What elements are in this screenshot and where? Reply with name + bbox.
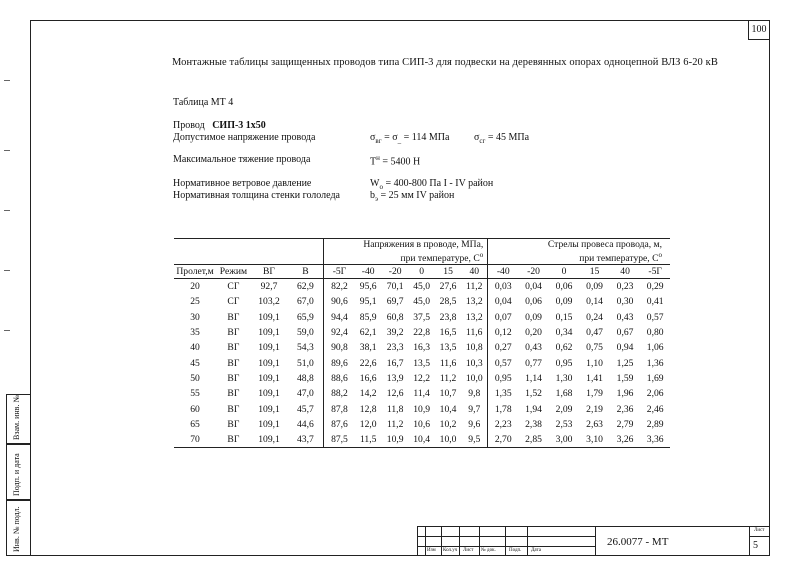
table-cell: 1,59 xyxy=(616,372,634,384)
sag-header-line-2-text: при температуре, С xyxy=(579,253,659,264)
table-cell: 11,4 xyxy=(413,388,430,400)
table-cell: 87,8 xyxy=(324,401,355,416)
sag-header-line-2: при температуре, $С^o$ xyxy=(579,250,662,264)
table-cell: 0,62 xyxy=(555,342,573,354)
table-cell: 94,4 xyxy=(324,310,355,325)
title-block-divider xyxy=(505,526,506,556)
table-cell: 2,36 xyxy=(616,403,634,415)
stamp-label: № док. xyxy=(481,548,496,553)
table-cell: 0,06 xyxy=(555,281,573,293)
sheet-corner-number: 100 xyxy=(748,20,770,40)
table-cell: 50 xyxy=(190,372,200,384)
table-cell: 22,8 xyxy=(413,327,431,339)
table-cell: 10,2 xyxy=(439,418,457,430)
table-cell: 10,9 xyxy=(382,432,408,448)
edge-mark xyxy=(4,80,10,81)
table-cell: 22,6 xyxy=(359,357,377,369)
table-cell: 70,1 xyxy=(386,281,404,293)
table-cell: 0,80 xyxy=(646,327,664,339)
table-cell: 13,2 xyxy=(465,311,483,323)
ice-value: $b_э = 25$ мм IV район xyxy=(370,190,455,203)
table-cell: 0,09 xyxy=(525,311,542,323)
stress-header-line-2-text: при температуре, С xyxy=(400,253,480,264)
wind-pressure-text: = 400-800 Па I - IV район xyxy=(385,178,494,189)
table-cell: 25 xyxy=(190,296,200,308)
col-temp: 0 xyxy=(408,265,434,279)
table-cell: 20 xyxy=(190,281,200,293)
col-v: В xyxy=(287,265,324,279)
table-cell: 89,6 xyxy=(324,355,355,370)
table-cell: ВГ xyxy=(227,342,240,354)
wind-pressure-value: $W_o = 400-800$ Па I - IV район xyxy=(370,178,494,191)
table-row xyxy=(174,310,670,325)
col-span: Пролет,м xyxy=(174,265,216,279)
edge-mark xyxy=(4,330,10,331)
table-cell: СГ xyxy=(227,296,240,308)
table-cell: ВГ xyxy=(227,311,240,323)
table-cell: 10,0 xyxy=(465,372,483,384)
table-row xyxy=(174,386,670,401)
table-cell: 9,5 xyxy=(461,432,487,448)
table-cell: 16,7 xyxy=(386,357,404,369)
table-cell: 0,23 xyxy=(616,281,634,293)
table-cell: 1,06 xyxy=(646,342,664,354)
table-header-row-1 xyxy=(174,239,670,265)
table-cell: 0,57 xyxy=(646,311,664,323)
title-block-divider xyxy=(479,526,480,556)
table-cell: 1,25 xyxy=(616,357,634,369)
table-cell: 16,3 xyxy=(413,342,431,354)
table-cell: ВГ xyxy=(227,388,240,400)
col-temp: -5Г xyxy=(324,265,355,279)
table-cell: 62,9 xyxy=(296,281,314,293)
table-cell: 43,7 xyxy=(287,432,324,448)
table-cell: 51,0 xyxy=(296,357,314,369)
stamp-label: Кол.уч xyxy=(443,548,458,553)
allowed-stress-text-2: = 45 МПа xyxy=(487,132,530,143)
table-cell: 1,41 xyxy=(586,372,603,384)
table-cell: 2,70 xyxy=(488,432,519,448)
ice-label: Нормативная толщина стенки гололеда xyxy=(173,190,340,201)
table-cell: 109,1 xyxy=(258,388,280,400)
document-code: 26.0077 - МТ xyxy=(607,536,669,548)
table-cell: 11,2 xyxy=(466,281,483,293)
table-cell: 0,20 xyxy=(525,327,542,339)
table-cell: 9,6 xyxy=(468,418,481,430)
header-blank xyxy=(174,239,324,265)
table-cell: 1,79 xyxy=(586,388,603,400)
col-temp: -40 xyxy=(354,265,381,279)
table-row xyxy=(174,417,670,432)
title-block-divider xyxy=(441,526,442,556)
table-cell: 109,1 xyxy=(258,372,280,384)
table-row xyxy=(174,432,670,448)
table-cell: 0,67 xyxy=(616,327,634,339)
wire-label xyxy=(173,120,266,131)
table-cell: 28,5 xyxy=(439,296,457,308)
table-cell: 39,2 xyxy=(386,327,404,339)
table-cell: 45,0 xyxy=(413,296,431,308)
table-cell: 30 xyxy=(190,311,200,323)
col-sag-temp: -20 xyxy=(518,265,549,279)
table-cell: 85,9 xyxy=(359,311,377,323)
side-label-inv-dup: Взам. инв. № xyxy=(12,394,21,440)
col-temp: -20 xyxy=(382,265,408,279)
table-cell: 10,4 xyxy=(408,432,434,448)
table-cell: 0,43 xyxy=(616,311,634,323)
table-cell: 1,68 xyxy=(555,388,573,400)
table-row xyxy=(174,371,670,386)
table-cell: 23,3 xyxy=(386,342,404,354)
side-label-sign-date: Подп. и дата xyxy=(12,453,21,496)
max-tension-label: Максимальное тяжение провода xyxy=(173,154,311,165)
table-cell: 10,3 xyxy=(465,357,483,369)
table-cell: 14,2 xyxy=(359,388,377,400)
stress-header-line-1: Напряжения в проводе, МПа, xyxy=(363,238,484,250)
table-cell: 1,96 xyxy=(616,388,634,400)
table-cell: 60 xyxy=(190,403,200,415)
table-cell: 109,1 xyxy=(258,342,280,354)
table-cell: 0,77 xyxy=(525,357,542,369)
sag-header xyxy=(488,239,670,265)
table-cell: 2,46 xyxy=(646,403,664,415)
side-label-inv-orig: Инв. № подл. xyxy=(12,506,21,552)
max-tension-value: $Т^н = 5400$ Н xyxy=(370,154,421,168)
table-cell: 45,7 xyxy=(296,403,314,415)
table-cell: 13,9 xyxy=(386,372,404,384)
stamp-label: Дата xyxy=(531,548,541,553)
table-cell: 16,5 xyxy=(439,327,457,339)
table-cell: 1,94 xyxy=(525,403,542,415)
table-cell: 0,04 xyxy=(488,294,519,309)
table-cell: 0,30 xyxy=(616,296,634,308)
table-cell: 3,10 xyxy=(579,432,610,448)
col-vg: ВГ xyxy=(251,265,288,279)
table-cell: 0,27 xyxy=(488,340,519,355)
wind-pressure-label: Нормативное ветровое давление xyxy=(173,178,312,189)
table-cell: 12,6 xyxy=(386,388,404,400)
table-cell: 92,4 xyxy=(324,325,355,340)
title-block-line xyxy=(417,536,595,537)
table-cell: ВГ xyxy=(227,327,240,339)
table-cell: 2,23 xyxy=(488,417,519,432)
table-cell: 23,8 xyxy=(439,311,457,323)
col-sag-temp: 40 xyxy=(610,265,641,279)
table-label: Таблица МТ 4 xyxy=(173,97,234,108)
table-cell: СГ xyxy=(227,281,240,293)
table-cell: 35 xyxy=(190,327,200,339)
table-cell: 12,8 xyxy=(359,403,377,415)
col-temp: 40 xyxy=(461,265,487,279)
table-cell: 0,41 xyxy=(646,296,664,308)
table-cell: ВГ xyxy=(227,372,240,384)
col-mode: Режим xyxy=(216,265,251,279)
table-cell: 2,09 xyxy=(555,403,573,415)
table-row xyxy=(174,340,670,355)
title-block-divider xyxy=(425,526,426,556)
table-cell: 0,12 xyxy=(488,325,519,340)
document-title: Монтажные таблицы защищенных проводов типа СИП-3 для подвески на деревянных опорах одноцепной ВЛЗ 6-20 кВ xyxy=(172,57,718,68)
table-cell: 0,94 xyxy=(616,342,634,354)
table-cell: 12,0 xyxy=(359,418,377,430)
table-cell: 3,36 xyxy=(640,432,670,448)
table-cell: 109,1 xyxy=(258,403,280,415)
stress-header-line-2: при температуре, $С^o$ xyxy=(400,250,484,264)
table-cell: 65,9 xyxy=(296,311,314,323)
col-sag-temp: 15 xyxy=(579,265,610,279)
table-cell: 1,30 xyxy=(555,372,573,384)
table-cell: 3,00 xyxy=(549,432,580,448)
table-cell: 10,4 xyxy=(439,403,457,415)
table-cell: 11,2 xyxy=(386,418,404,430)
title-block-line xyxy=(749,536,770,537)
wire-type: СИП-3 1х50 xyxy=(212,120,266,131)
edge-mark xyxy=(4,270,10,271)
table-cell: 69,7 xyxy=(386,296,404,308)
sag-header-line-1: Стрелы провеса провода, м, xyxy=(547,238,662,250)
stress-header xyxy=(324,239,488,265)
table-cell: 0,07 xyxy=(488,310,519,325)
table-cell: 1,69 xyxy=(646,372,664,384)
table-cell: 1,52 xyxy=(525,388,542,400)
table-cell: 11,5 xyxy=(354,432,381,448)
stamp-sheet-label: Лист xyxy=(754,528,765,533)
table-cell: 16,6 xyxy=(359,372,377,384)
table-cell: 65 xyxy=(190,418,200,430)
table-cell: 2,38 xyxy=(525,418,542,430)
table-cell: 95,6 xyxy=(359,281,377,293)
table-cell: 2,79 xyxy=(616,418,634,430)
allowed-stress-label: Допустимое напряжение провода xyxy=(173,132,316,143)
title-block-divider xyxy=(527,526,528,556)
table-cell: 109,1 xyxy=(258,418,280,430)
table-cell: 0,43 xyxy=(525,342,542,354)
table-cell: 10,7 xyxy=(439,388,457,400)
table-cell: 2,53 xyxy=(555,418,573,430)
title-block-divider xyxy=(595,526,596,556)
allowed-stress-value-2: $\sigma_{сг} = 45$ МПа xyxy=(474,132,530,145)
wire-label-text: Провод xyxy=(173,120,205,131)
ice-text: = 25 мм IV район xyxy=(380,190,455,201)
stamp-label: Изм xyxy=(427,548,436,553)
table-cell: 37,5 xyxy=(413,311,431,323)
table-cell: 1,14 xyxy=(525,372,542,384)
table-cell: 2,06 xyxy=(646,388,664,400)
table-cell: 13,5 xyxy=(439,342,457,354)
table-cell: 0,47 xyxy=(586,327,603,339)
table-row xyxy=(174,401,670,416)
table-cell: 59,0 xyxy=(296,327,314,339)
table-cell: 0,95 xyxy=(555,357,573,369)
table-cell: 9,7 xyxy=(468,403,481,415)
table-cell: 10,8 xyxy=(465,342,483,354)
table-cell: 0,95 xyxy=(488,371,519,386)
table-cell: 1,36 xyxy=(646,357,664,369)
table-cell: 11,8 xyxy=(386,403,404,415)
table-cell: 90,6 xyxy=(324,294,355,309)
table-cell: 40 xyxy=(190,342,200,354)
table-cell: ВГ xyxy=(227,403,240,415)
table-cell: 109,1 xyxy=(251,432,288,448)
table-cell: 2,19 xyxy=(586,403,603,415)
table-cell: 38,1 xyxy=(359,342,377,354)
table-cell: 13,2 xyxy=(465,296,483,308)
table-cell: 67,0 xyxy=(296,296,314,308)
table-cell: 109,1 xyxy=(258,357,280,369)
stamp-label: Подп. xyxy=(509,548,522,553)
table-cell: 0,09 xyxy=(555,296,573,308)
table-cell: 2,85 xyxy=(518,432,549,448)
col-sag-temp: 0 xyxy=(549,265,580,279)
table-cell: 62,1 xyxy=(359,327,377,339)
table-cell: 70 xyxy=(174,432,216,448)
table-cell: ВГ xyxy=(216,432,251,448)
table-cell: 0,15 xyxy=(555,311,573,323)
table-cell: 95,1 xyxy=(359,296,377,308)
table-cell: 0,03 xyxy=(488,279,519,295)
table-cell: 1,10 xyxy=(586,357,603,369)
allowed-stress-value-1: $\sigma_{вг} = \sigma_{\_} = 114$ МПа xyxy=(370,132,450,145)
edge-mark xyxy=(4,150,10,151)
table-cell: 11,2 xyxy=(439,372,457,384)
title-block xyxy=(417,526,770,556)
max-tension-text: = 5400 Н xyxy=(382,156,421,168)
table-cell: 0,06 xyxy=(525,296,542,308)
table-cell: 92,7 xyxy=(260,281,278,293)
table-cell: 3,26 xyxy=(610,432,641,448)
title-block-divider xyxy=(417,526,418,556)
table-cell: 88,2 xyxy=(324,386,355,401)
table-cell: 11,6 xyxy=(439,357,457,369)
table-cell: 82,2 xyxy=(324,279,355,295)
allowed-stress-text-1: = 114 МПа xyxy=(403,132,450,143)
table-cell: 0,14 xyxy=(586,296,603,308)
table-cell: 55 xyxy=(190,388,200,400)
table-cell: 0,29 xyxy=(646,281,664,293)
table-cell: 0,57 xyxy=(488,355,519,370)
col-temp: 15 xyxy=(435,265,461,279)
table-cell: 54,3 xyxy=(296,342,314,354)
table-cell: 109,1 xyxy=(258,311,280,323)
col-sag-temp: -40 xyxy=(488,265,519,279)
table-cell: 27,6 xyxy=(439,281,457,293)
table-cell: 88,6 xyxy=(324,371,355,386)
table-cell: 109,1 xyxy=(258,327,280,339)
table-cell: 9,8 xyxy=(468,388,481,400)
table-cell: 1,35 xyxy=(488,386,519,401)
table-row xyxy=(174,355,670,370)
table-cell: 87,5 xyxy=(324,432,355,448)
edge-mark xyxy=(4,210,10,211)
title-block-divider xyxy=(749,526,750,556)
table-cell: ВГ xyxy=(227,357,240,369)
table-cell: 87,6 xyxy=(324,417,355,432)
table-cell: 2,89 xyxy=(646,418,664,430)
table-cell: 11,6 xyxy=(466,327,483,339)
table-cell: 0,34 xyxy=(555,327,573,339)
table-cell: 60,8 xyxy=(386,311,404,323)
table-cell: 12,2 xyxy=(413,372,431,384)
table-cell: 48,8 xyxy=(296,372,314,384)
table-cell: 10,0 xyxy=(435,432,461,448)
table-cell: 45,0 xyxy=(413,281,431,293)
table-cell: 90,8 xyxy=(324,340,355,355)
col-sag-temp: -5Г xyxy=(640,265,670,279)
table-row xyxy=(174,294,670,309)
table-row xyxy=(174,279,670,295)
stamp-label: Лист xyxy=(463,548,474,553)
table-cell: 10,6 xyxy=(413,418,431,430)
table-cell: ВГ xyxy=(227,418,240,430)
table-cell: 103,2 xyxy=(258,296,280,308)
table-cell: 0,24 xyxy=(586,311,603,323)
stamp-sheet-number: 5 xyxy=(753,540,758,551)
table-cell: 44,6 xyxy=(296,418,314,430)
title-block-line xyxy=(417,546,595,547)
table-cell: 0,09 xyxy=(586,281,603,293)
table-cell: 13,5 xyxy=(413,357,431,369)
table-cell: 10,9 xyxy=(413,403,431,415)
title-block-divider xyxy=(459,526,460,556)
table-cell: 0,04 xyxy=(525,281,542,293)
table-cell: 47,0 xyxy=(296,388,314,400)
table-cell: 1,78 xyxy=(488,401,519,416)
table-cell: 0,75 xyxy=(586,342,603,354)
table-cell: 45 xyxy=(190,357,200,369)
table-row xyxy=(174,325,670,340)
sag-tension-table xyxy=(174,238,670,448)
table-cell: 2,63 xyxy=(586,418,603,430)
table-header-row-2 xyxy=(174,265,670,279)
